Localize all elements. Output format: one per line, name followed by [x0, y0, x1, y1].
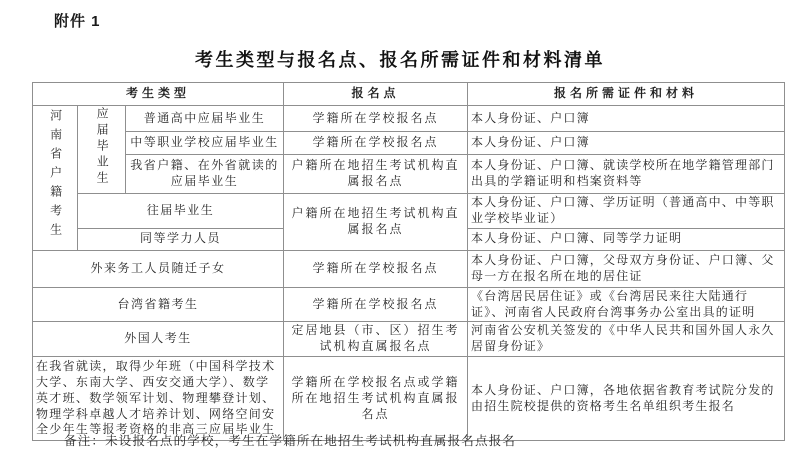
documents-cell: 河南省公安机关签发的《中华人民共和国外国人永久居留身份证》 — [468, 322, 785, 357]
registration-point-cell: 学籍所在学校报名点 — [284, 132, 468, 155]
header-required-documents: 报名所需证件和材料 — [468, 83, 785, 106]
group-current-graduates-label: 应届毕业生 — [95, 107, 110, 187]
group-henan-registered-cell — [33, 106, 78, 251]
registration-point-cell: 学籍所在学校报名点 — [284, 106, 468, 132]
documents-cell: 本人身份证、户口簿、学历证明（普通高中、中等职业学校毕业证） — [468, 193, 785, 228]
candidate-type-cell: 外国人考生 — [33, 322, 284, 357]
documents-cell: 本人身份证、户口簿 — [468, 106, 785, 132]
candidate-registration-table — [32, 82, 785, 441]
registration-point-cell: 定居地县（市、区）招生考试机构直属报名点 — [284, 322, 468, 357]
candidate-type-cell: 往届毕业生 — [78, 193, 284, 228]
table-row — [33, 322, 785, 357]
documents-cell: 本人身份证、户口簿，父母双方身份证、户口簿、父母一方在报名所在地的居住证 — [468, 250, 785, 287]
table-row — [33, 193, 785, 228]
candidate-type-cell: 我省户籍、在外省就读的应届毕业生 — [126, 155, 284, 194]
documents-cell: 本人身份证、户口簿、同等学力证明 — [468, 228, 785, 250]
table-row — [33, 357, 785, 441]
table-row — [33, 287, 785, 322]
candidate-type-cell: 普通高中应届毕业生 — [126, 106, 284, 132]
header-candidate-type: 考生类型 — [33, 83, 284, 106]
candidate-type-cell: 台湾省籍考生 — [33, 287, 284, 322]
documents-cell: 《台湾居民居住证》或《台湾居民来往大陆通行证》、河南省人民政府台湾事务办公室出具的证明 — [468, 287, 785, 322]
candidate-type-cell: 中等职业学校应届毕业生 — [126, 132, 284, 155]
registration-point-cell: 户籍所在地招生考试机构直属报名点 — [284, 193, 468, 250]
table-row — [33, 106, 785, 132]
candidate-type-cell: 外来务工人员随迁子女 — [33, 250, 284, 287]
candidate-type-cell: 同等学力人员 — [78, 228, 284, 250]
group-henan-registered-label: 河南省户籍考生 — [48, 109, 63, 242]
registration-point-cell: 学籍所在学校报名点 — [284, 250, 468, 287]
documents-cell: 本人身份证、户口簿，各地依据省教育考试院分发的由招生院校提供的资格考生名单组织考生报名 — [468, 357, 785, 441]
table-row — [33, 155, 785, 194]
registration-point-cell: 学籍所在学校报名点 — [284, 287, 468, 322]
documents-cell: 本人身份证、户口簿、就读学校所在地学籍管理部门出具的学籍证明和档案资料等 — [468, 155, 785, 194]
group-current-graduates-cell — [78, 106, 126, 194]
footnote: 备注：未设报名点的学校，考生在学籍所在地招生考试机构直属报名点报名 — [64, 434, 517, 448]
table-row — [33, 132, 785, 155]
attachment-label: 附件 1 — [54, 13, 101, 30]
documents-cell: 本人身份证、户口簿 — [468, 132, 785, 155]
table-header-row — [33, 83, 785, 106]
page-title: 考生类型与报名点、报名所需证件和材料清单 — [195, 50, 605, 70]
candidate-type-cell: 在我省就读，取得少年班（中国科学技术大学、东南大学、西安交通大学）、数学英才班、数学领军计划、物理攀登计划、物理学科卓越人才培养计划、网络空间安全少年生等报考资格的非高三应届毕业生 — [33, 357, 284, 441]
registration-point-cell: 学籍所在学校报名点或学籍所在地招生考试机构直属报名点 — [284, 357, 468, 441]
table-row — [33, 250, 785, 287]
registration-point-cell: 户籍所在地招生考试机构直属报名点 — [284, 155, 468, 194]
header-registration-point: 报名点 — [284, 83, 468, 106]
